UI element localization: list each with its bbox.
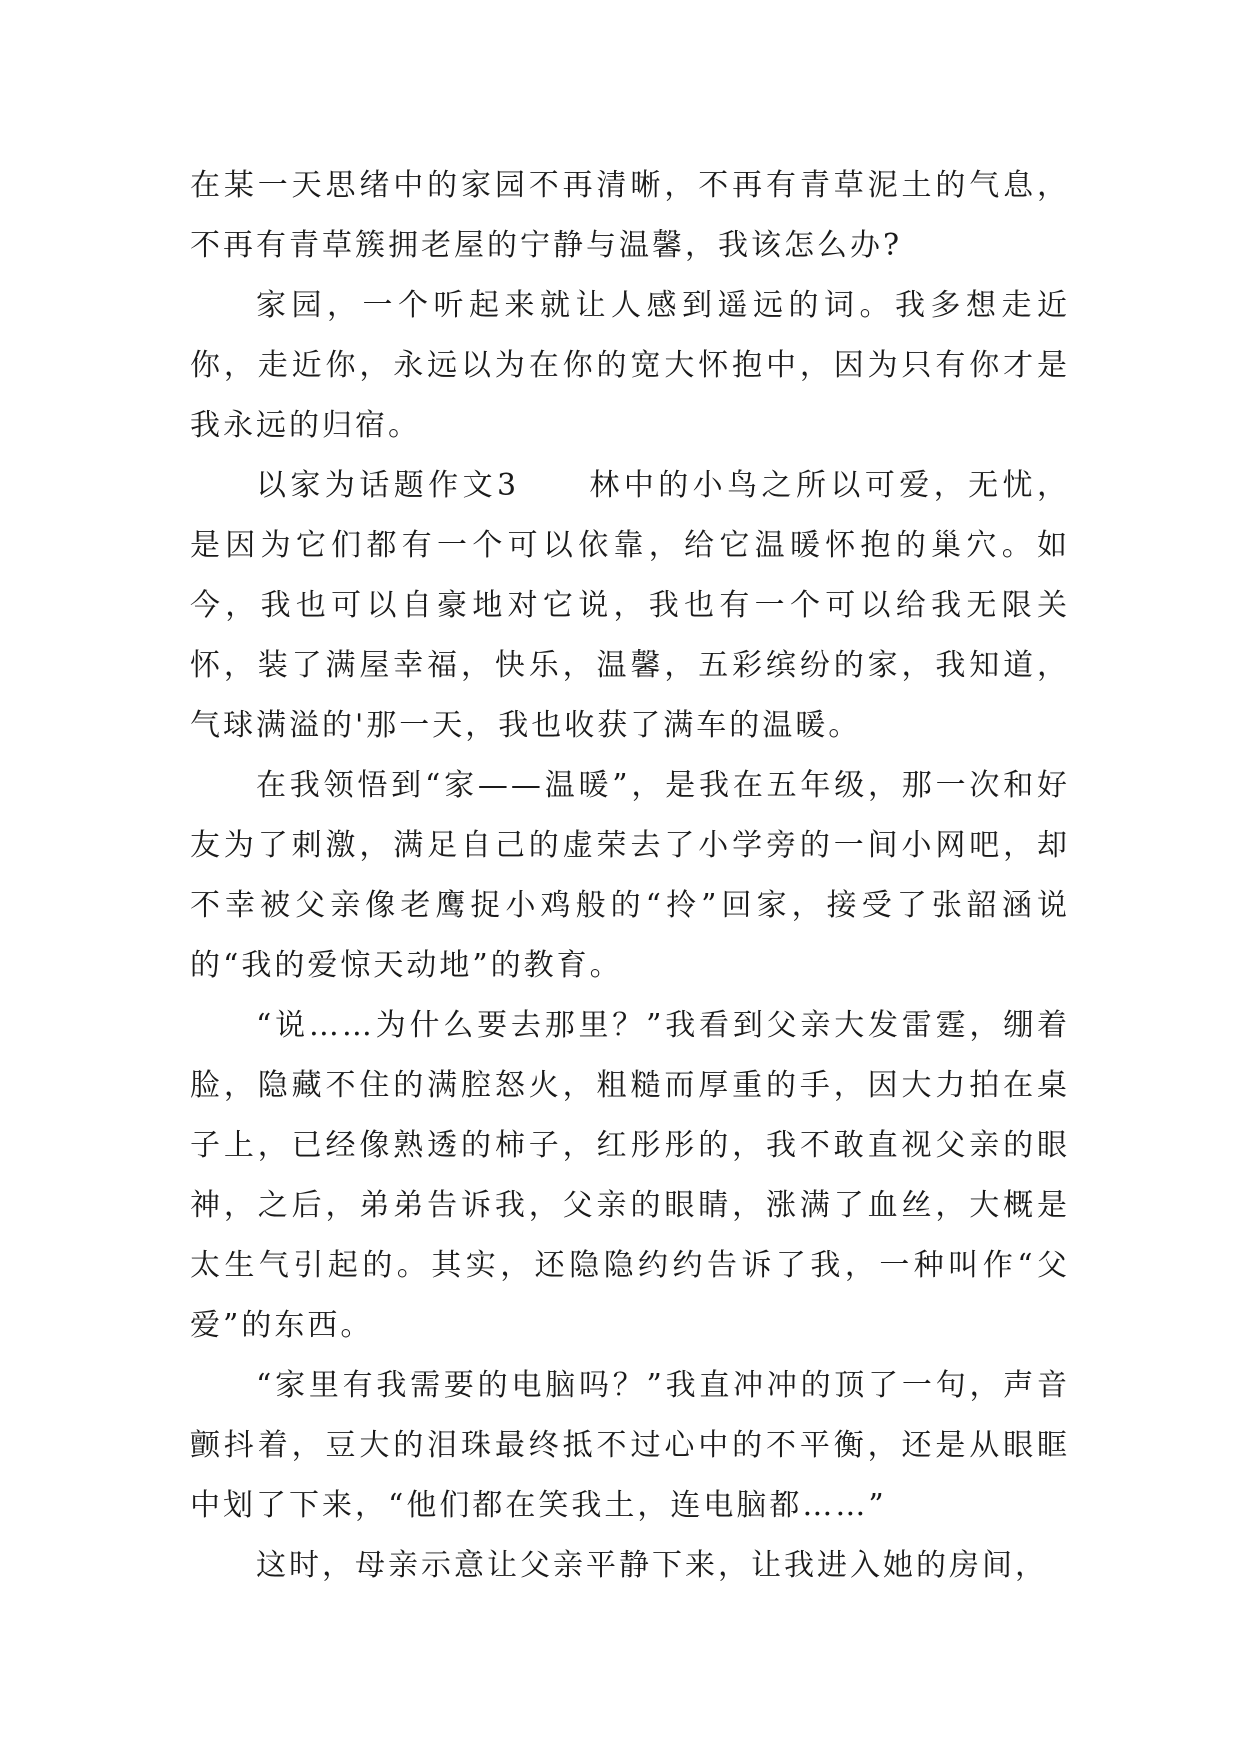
paragraph: 以家为话题作文3 林中的小鸟之所以可爱，无忧，是因为它们都有一个可以依靠，给它温暖怀抱的巢穴。如今，我也可以自豪地对它说，我也有一个可以给我无限关怀，装了满屋幸福，快乐，温馨，五彩缤纷的家，我知道，气球满溢的'那一天，我也收获了满车的温暖。 — [190, 468, 1070, 743]
paragraph: 家园，一个听起来就让人感到遥远的词。我多想走近你，走近你，永远以为在你的宽大怀抱中，因为只有你才是我永远的归宿。 — [190, 288, 1070, 443]
paragraph: 在我领悟到“家——温暖”，是我在五年级，那一次和好友为了刺激，满足自己的虚荣去了小学旁的一间小网吧，却不幸被父亲像老鹰捉小鸡般的“拎”回家，接受了张韶涵说的“我的爱惊天动地”的教育。 — [190, 768, 1070, 983]
paragraph: 在某一天思绪中的家园不再清晰，不再有青草泥土的气息，不再有青草簇拥老屋的宁静与温馨，我该怎么办? — [190, 168, 1070, 263]
document-body — [190, 156, 1070, 1596]
paragraph: “家里有我需要的电脑吗？”我直冲冲的顶了一句，声音颤抖着，豆大的泪珠最终抵不过心中的不平衡，还是从眼眶中划了下来，“他们都在笑我土，连电脑都……” — [190, 1368, 1070, 1523]
paragraph: “说……为什么要去那里？”我看到父亲大发雷霆，绷着脸，隐藏不住的满腔怒火，粗糙而厚重的手，因大力拍在桌子上，已经像熟透的柿子，红彤彤的，我不敢直视父亲的眼神，之后，弟弟告诉我，父亲的眼睛，涨满了血丝，大概是太生气引起的。其实，还隐隐约约告诉了我，一种叫作“父爱”的东西。 — [190, 1008, 1070, 1343]
paragraph: 这时，母亲示意让父亲平静下来，让我进入她的房间， — [256, 1548, 1048, 1583]
